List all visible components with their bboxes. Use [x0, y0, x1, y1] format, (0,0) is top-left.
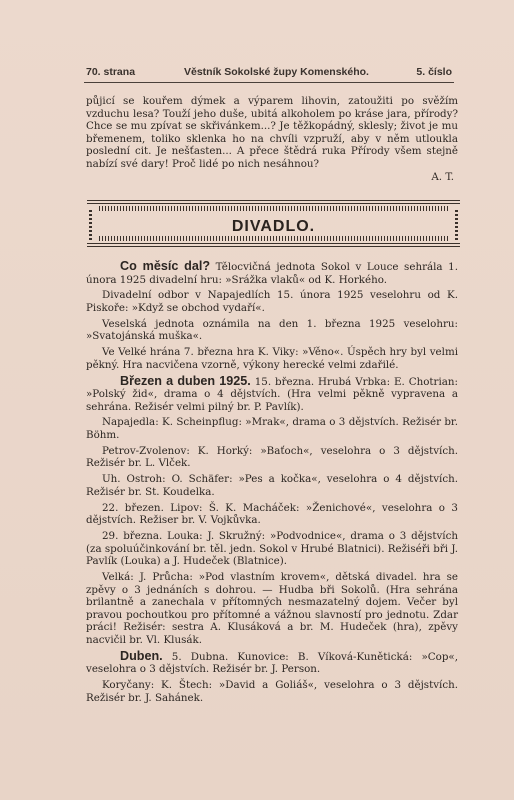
author-signature: A. T. — [431, 170, 454, 183]
article-paragraph — [86, 375, 458, 414]
paragraph-text: 22. březen. Lipov: Š. K. Macháček: »Ženichové«, veselohra o 3 dějstvích. Režiser br. V. Vojkůvka. — [86, 501, 458, 527]
paragraph-text: Koryčany: K. Štech: »David a Goliáš«, veselohra o 3 dějstvích. Režisér br. J. Sahánek. — [86, 679, 458, 704]
article-paragraph — [86, 571, 458, 647]
article-paragraph — [86, 416, 458, 441]
article-paragraph — [86, 445, 458, 470]
article-paragraph — [86, 346, 458, 371]
paragraph-lead: Co měsíc dal? — [120, 259, 211, 273]
paragraph-text: Petrov-Zvolenov: K. Horký: »Baťoch«, veselohra o 3 dějstvích. Režisér br. L. Vlček. — [86, 444, 458, 470]
article-paragraph — [86, 318, 458, 343]
article-body — [86, 260, 458, 707]
ornament-top — [99, 206, 448, 211]
paragraph-text: Tělocvičná jednota Sokol v Louce sehrála 1. února 1925 divadelní hru: »Srážka vlaků« od K. Horkého. — [86, 261, 458, 286]
section-banner — [87, 200, 460, 247]
paragraph-text: 15. března. Hrubá Vrbka: E. Chotrian: »Polský žid«, drama o 4 dějstvích. (Hra velmi pěkně vypravena a sehrána. Režisér velmi pilný br. P. Pavlík). — [86, 375, 458, 413]
article-paragraph — [86, 289, 458, 314]
paragraph-text: 29. března. Louka: J. Skružný: »Podvodnice«, drama o 3 dějstvích (za spoluúčinkování br. těl. jedn. Sokol v Hrubé Blatnici). Režiséři bři J. Pavlík (Louka) a J. Hudeček (Blatnice). — [86, 529, 458, 568]
article-paragraph — [86, 473, 458, 498]
paragraph-text: Velká: J. Průcha: »Pod vlastním krovem«, dětská divadel. hra se zpěvy o 3 jednáních s dohrou. — Hudba bři Sokolů. (Hra sehrána brilantně a zanechala v přítomných nesmazatelný dojem. Večer byl pravou pochoutkou pro přítomné a vážnou slavností pro jednotu. Zdar práci! Režisér: sestra A. Klusáková a br. M. Hudeček (hra), zpěvy nacvičil br. Vl. Klusák. — [86, 570, 458, 646]
article-paragraph — [86, 502, 458, 527]
article-paragraph — [86, 650, 458, 676]
page-header — [84, 60, 454, 83]
paragraph-text: Uh. Ostroh: O. Schäfer: »Pes a kočka«, veselohra o 4 dějstvích. Režisér br. St. Koudelka. — [86, 473, 458, 498]
article-paragraph — [86, 679, 458, 704]
paragraph-text: 5. Dubna. Kunovice: B. Víková-Kunětická: »Cop«, veselohra o 3 dějstvích. Režisér br. J. Person. — [86, 650, 458, 676]
paragraph-lead: Březen a duben 1925. — [120, 373, 251, 388]
journal-title: Věstník Sokolské župy Komenského. — [184, 66, 369, 78]
page-number: 70. strana — [86, 66, 136, 78]
section-title: DIVADLO. — [231, 218, 316, 235]
paragraph-text: Ve Velké hrána 7. března hra K. Viky: »Věno«. Úspěch hry byl velmi pěkný. Hra nacvičena vzorně, výkony herecké velmi zdařilé. — [86, 346, 458, 371]
paragraph-text: Veselská jednota oznámila na den 1. března 1925 veselohru: »Svatojánská muška«. — [86, 317, 458, 343]
ornament-bottom — [99, 236, 448, 241]
intro-text: půjicí se kouřem dýmek a výparem lihovin, zatoužiti po svěžím vzduchu lesa? Touží jeho duše, ubitá alkoholem po kráse jara, přírody? Chce se mu zpívat se skřivánkem...? Je těžkopádný, sklesly; život je mu břemenem, toliko sklenka ho na chvíli vzpruží, aby v něm utloukla poslední cit. Je nešťasten... A přece štědrá ruka Přírody všem stejně nabízí své dary! Proč lidé po nich nesáhnou? — [86, 95, 458, 170]
issue-number: 5. číslo — [416, 66, 452, 78]
article-paragraph — [86, 260, 458, 286]
intro-paragraph — [86, 95, 458, 183]
paragraph-lead: Duben. — [120, 648, 163, 663]
paragraph-text: Napajedla: K. Scheinpflug: »Mrak«, drama o 3 dějstvích. Režisér br. Böhm. — [86, 416, 458, 442]
paragraph-text: Divadelní odbor v Napajedlích 15. února 1925 veselohru od K. Piskoře: »Když se obchod vydaří«. — [86, 289, 458, 314]
article-paragraph — [86, 530, 458, 568]
